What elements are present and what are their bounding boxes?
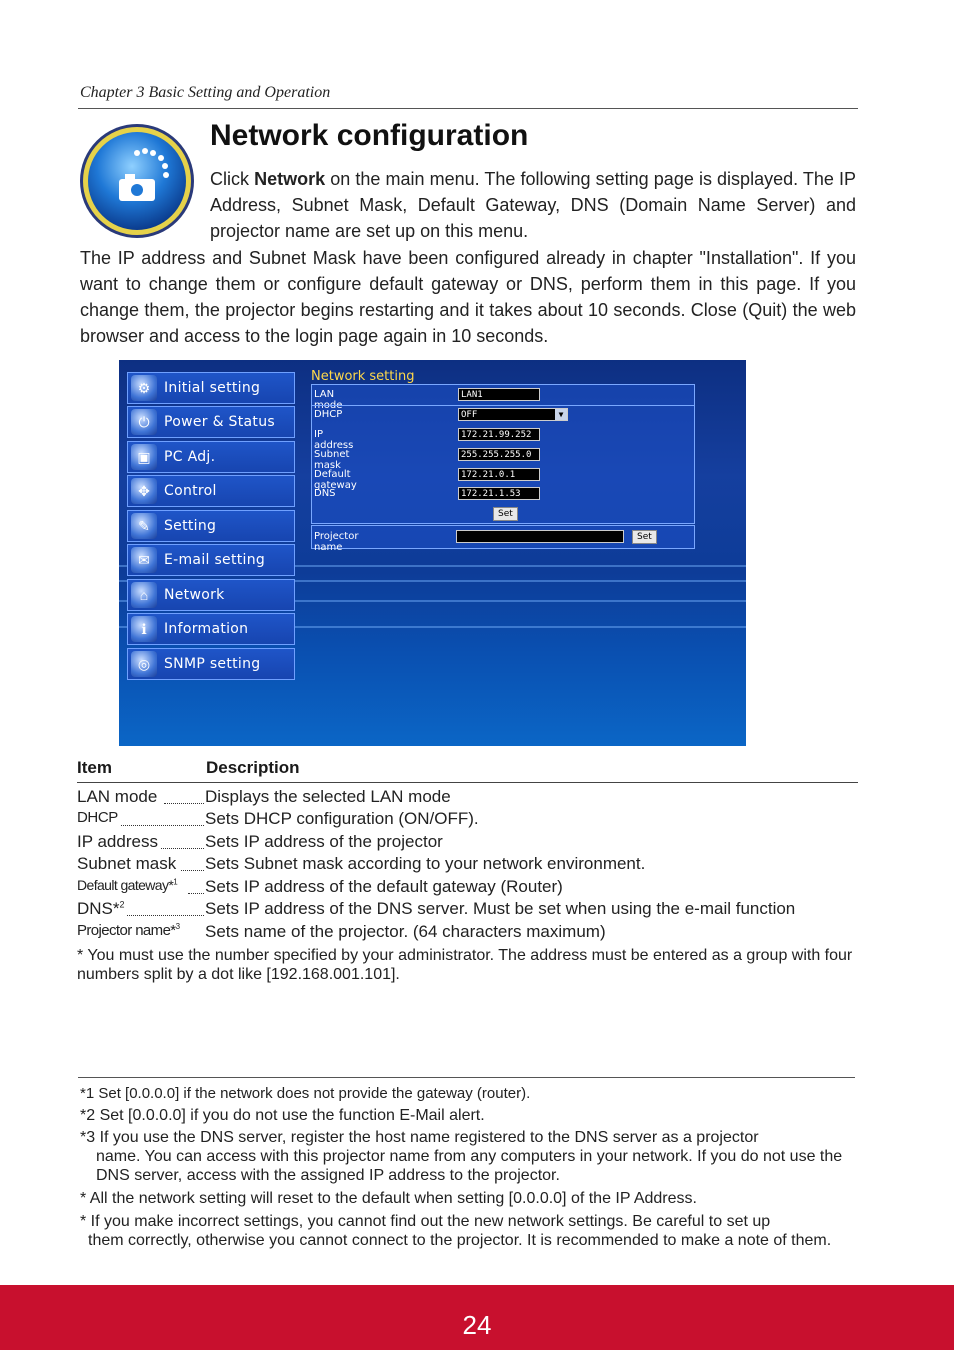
chapter-header: Chapter 3 Basic Setting and Operation <box>80 84 331 101</box>
snmp-icon: ◎ <box>131 651 157 677</box>
table-row <box>77 877 858 899</box>
table-row <box>77 787 858 809</box>
table-row <box>77 922 858 944</box>
item-name: Projector name* <box>77 922 176 939</box>
table-row <box>77 854 858 876</box>
projector-name-input[interactable] <box>456 530 624 543</box>
network-setting-heading: Network setting <box>311 369 415 384</box>
footnote-1: *1 Set [0.0.0.0] if the network does not provide the gateway (router). <box>80 1085 531 1102</box>
item-description: Sets IP address of the DNS server. Must be set when using the e-mail function <box>205 899 796 918</box>
menu-item-email-setting[interactable]: ✉ E-mail setting <box>127 544 295 576</box>
menu-item-pc-adj[interactable]: ▣ PC Adj. <box>127 441 295 473</box>
intro-paragraph-1 <box>210 166 856 244</box>
intro-text: on the main menu. The following setting page is displayed. The IP Address, Subnet Mask, Default Gateway, DNS (Domain Name Server) and projector name are set up on this menu. <box>210 169 857 241</box>
menu-item-initial-setting[interactable]: ⚙ Initial setting <box>127 372 295 404</box>
footnote-3: *3 If you use the DNS server, register the host name registered to the DNS server as a projector name. You can access with this projector name from any computers in your network. If you do not use the DNS server, access with the assigned IP address to the projector. <box>80 1129 843 1184</box>
network-camera-icon <box>79 123 195 239</box>
item-name: DHCP <box>77 809 118 826</box>
menu-item-setting[interactable]: ✎ Setting <box>127 510 295 542</box>
footnote-marker: 2 <box>119 899 125 910</box>
item-description: Sets DHCP configuration (ON/OFF). <box>205 809 479 828</box>
menu-item-power-status[interactable]: ⏻ Power & Status <box>127 406 295 438</box>
page-number: 24 <box>462 1310 492 1340</box>
header-divider <box>78 108 858 109</box>
item-name: IP address <box>77 832 158 851</box>
footnote-2: *2 Set [0.0.0.0] if you do not use the function E-Mail alert. <box>80 1107 485 1124</box>
control-icon: ✥ <box>131 478 157 504</box>
ip-address-input[interactable]: 172.21.99.252 <box>458 428 540 441</box>
dns-input[interactable]: 172.21.1.53 <box>458 487 540 500</box>
initial-setting-icon: ⚙ <box>131 375 157 401</box>
mail-icon: ✉ <box>131 547 157 573</box>
pc-icon: ▣ <box>131 444 157 470</box>
subnet-mask-input[interactable]: 255.255.255.0 <box>458 448 540 461</box>
power-icon: ⏻ <box>131 409 157 435</box>
footnote-5: * If you make incorrect settings, you cannot find out the new network settings. Be careful to set up them correctly, otherwise you cannot connect to the projector. It is recommended to make a note of them. <box>80 1213 832 1249</box>
dhcp-select[interactable]: OFF ▼ <box>458 408 568 421</box>
item-description: Sets IP address of the default gateway (Router) <box>205 877 563 896</box>
item-name: Default gateway* <box>77 877 174 893</box>
menu-item-information[interactable]: ℹ Information <box>127 613 295 645</box>
table-row <box>77 809 858 831</box>
item-name: DNS* <box>77 899 120 918</box>
info-icon: ℹ <box>131 616 157 642</box>
menu-item-control[interactable]: ✥ Control <box>127 475 295 507</box>
column-header-description: Description <box>206 758 300 777</box>
wrench-icon: ✎ <box>131 513 157 539</box>
network-keyword: Network <box>254 169 326 189</box>
projector-name-set-button[interactable]: Set <box>632 530 657 544</box>
footnote-divider <box>78 1077 855 1078</box>
menu-item-network[interactable]: ⌂ Network <box>127 579 295 611</box>
item-name: Subnet mask <box>77 854 177 873</box>
footnote-marker: 3 <box>175 922 180 931</box>
menu-item-snmp-setting[interactable]: ◎ SNMP setting <box>127 648 295 680</box>
network-icon: ⌂ <box>131 582 157 608</box>
item-description: Sets name of the projector. (64 characters maximum) <box>205 922 606 941</box>
projector-name-row <box>311 525 695 553</box>
page-title: Network configuration <box>210 119 529 152</box>
set-button[interactable]: Set <box>493 507 518 521</box>
intro-paragraph-2: The IP address and Subnet Mask have been configured already in chapter "Installation". If you want to change them or configure default gateway or DNS, perform them in this page. If you change them, the projector begins restarting and it takes about 10 seconds. Close (Quit) the web browser and access to the login page again in 10 seconds. <box>80 248 856 346</box>
network-setting-form: LAN LAN1 DHCP OFF ▼ IP address 172.21.99.252 Subnet mask 255.255.255.0 Default gateway 172.21.0.1 DNS 172.21.1.53 Set <box>311 384 695 524</box>
intro-text: Click <box>210 169 255 189</box>
network-setting-screenshot <box>119 360 746 746</box>
item-description: Sets Subnet mask according to your network environment. <box>205 854 646 873</box>
address-format-note: * You must use the number specified by your administrator. The address must be entered as a group with four numbers split by a dot like [192.168.001.101]. <box>77 947 853 983</box>
table-header-divider <box>77 782 858 783</box>
table-row <box>77 899 858 921</box>
item-name: LAN mode <box>77 787 158 806</box>
projector-name-label: Projector name <box>314 531 359 553</box>
item-description: Displays the selected LAN mode <box>205 787 451 806</box>
chevron-down-icon: ▼ <box>555 409 567 420</box>
column-header-item: Item <box>77 758 112 777</box>
table-row <box>77 832 858 854</box>
item-description: Sets IP address of the projector <box>205 832 443 851</box>
lan-mode-value: LAN1 <box>458 388 540 401</box>
footnote-marker: 1 <box>173 877 178 887</box>
footnote-4: * All the network setting will reset to the default when setting [0.0.0.0] of the IP Address. <box>80 1190 697 1207</box>
default-gateway-input[interactable]: 172.21.0.1 <box>458 468 540 481</box>
